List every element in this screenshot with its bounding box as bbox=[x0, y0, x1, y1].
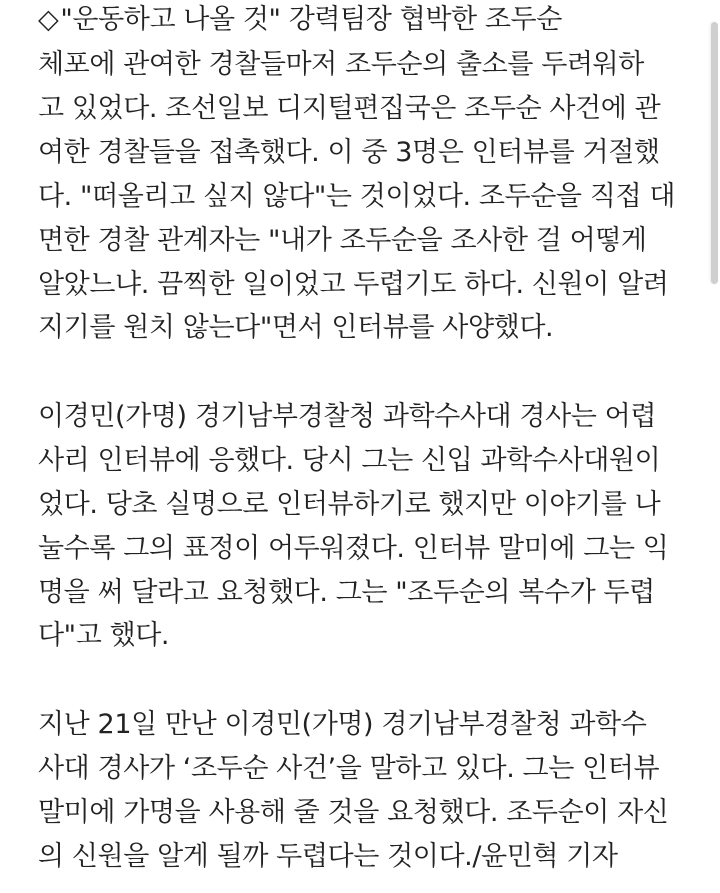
paragraph-line: 면한 경찰 관계자는 "내가 조두순을 조사한 걸 어떻게 bbox=[38, 225, 647, 256]
paragraph-line: 체포에 관여한 경찰들마저 조두순의 출소를 두려워하 bbox=[38, 49, 644, 80]
scrollbar-thumb[interactable] bbox=[711, 22, 718, 284]
paragraph-line: 명을 써 달라고 요청했다. 그는 "조두순의 복수가 두렵 bbox=[38, 577, 655, 608]
diamond-outline-icon: ◇ bbox=[38, 4, 59, 35]
paragraph-line: 다"고 했다. bbox=[38, 620, 170, 651]
caption-line: 말미에 가명을 사용해 줄 것을 요청했다. 조두순이 자신 bbox=[38, 797, 669, 828]
paragraph-line: 지기를 원치 않는다"면서 인터뷰를 사양했다. bbox=[38, 312, 554, 343]
section-heading bbox=[38, 0, 562, 42]
paragraph-line: 눌수록 그의 표정이 어두워졌다. 인터뷰 말미에 그는 익 bbox=[38, 533, 669, 564]
caption-line: 지난 21일 만난 이경민(가명) 경기남부경찰청 과학수 bbox=[38, 709, 647, 740]
caption-line: 의 신원을 알게 될까 두렵다는 것이다./윤민혁 기자 bbox=[38, 841, 618, 872]
vertical-scrollbar[interactable] bbox=[710, 0, 718, 893]
paragraph-line: 고 있었다. 조선일보 디지털편집국은 조두순 사건에 관 bbox=[38, 93, 661, 124]
paragraph-line: 다. "떠올리고 싶지 않다"는 것이었다. 조두순을 직접 대 bbox=[38, 181, 676, 212]
paragraph-line: 여한 경찰들을 접촉했다. 이 중 3명은 인터뷰를 거절했 bbox=[38, 137, 660, 168]
section-heading-text: "운동하고 나올 것" 강력팀장 협박한 조두순 bbox=[60, 4, 562, 35]
paragraph-line: 이경민(가명) 경기남부경찰청 과학수사대 경사는 어렵 bbox=[38, 401, 657, 432]
paragraph-line: 알았느냐. 끔찍한 일이었고 두렵기도 하다. 신원이 알려 bbox=[38, 269, 669, 300]
paragraph-line: 었다. 당초 실명으로 인터뷰하기로 했지만 이야기를 나 bbox=[38, 489, 661, 520]
paragraph-line: 사리 인터뷰에 응했다. 당시 그는 신입 과학수사대원이 bbox=[38, 445, 661, 476]
caption-line: 사대 경사가 ‘조두순 사건’을 말하고 있다. 그는 인터뷰 bbox=[38, 753, 660, 784]
